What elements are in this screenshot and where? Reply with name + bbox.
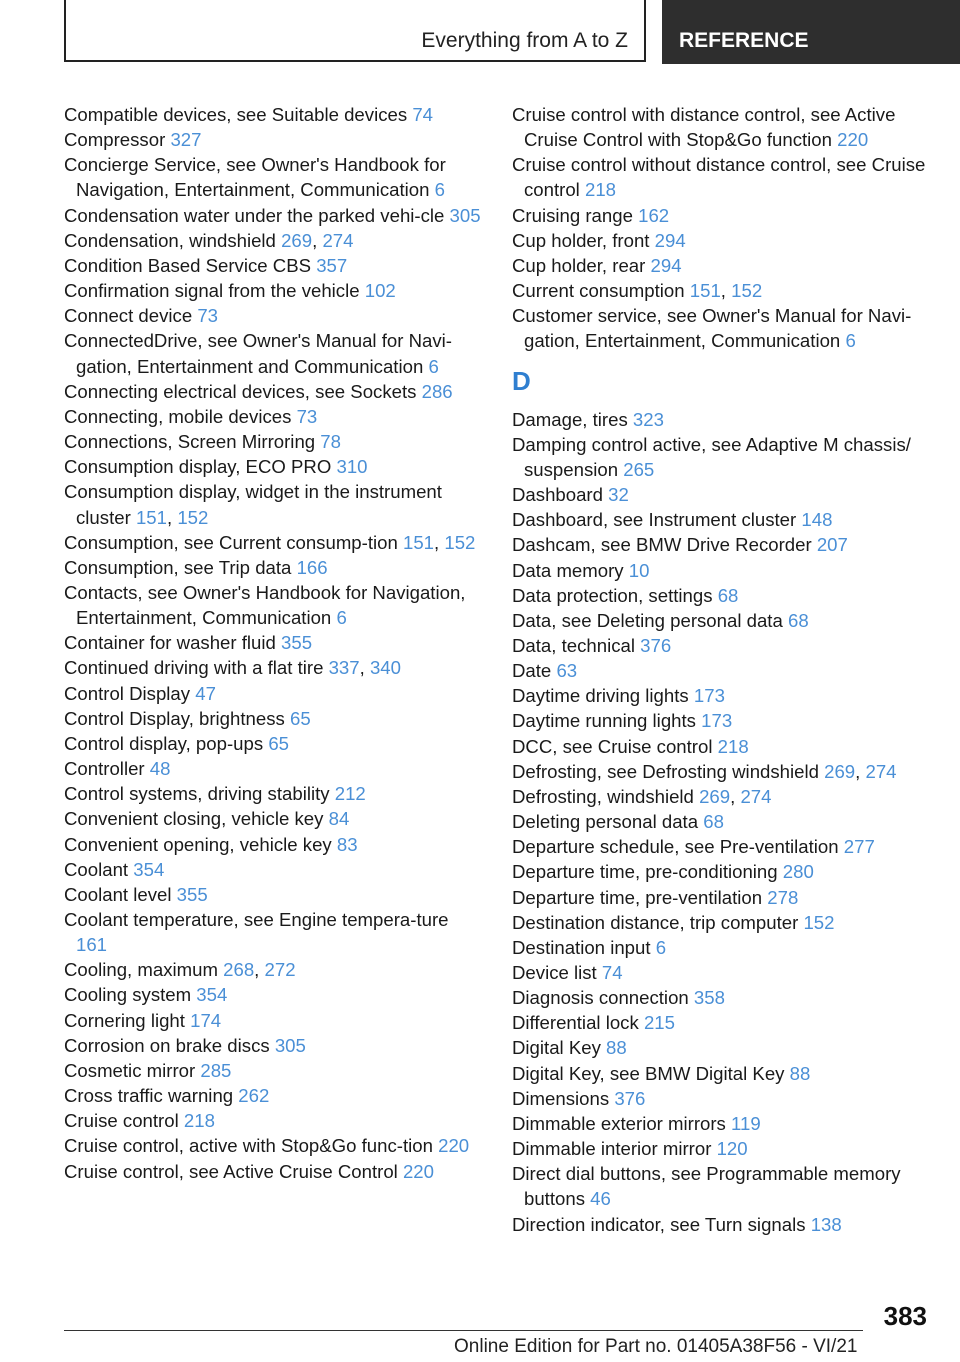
index-entry <box>64 404 484 429</box>
index-entry <box>512 1136 932 1161</box>
index-entry-term: Corrosion on brake discs <box>64 1034 270 1056</box>
index-entry-term: Cup holder, rear <box>512 254 646 276</box>
page-reference-link[interactable]: 337 <box>328 657 360 679</box>
index-entry-term: Connecting, mobile devices <box>64 405 292 427</box>
page-header <box>64 0 960 66</box>
index-entry-term: Dashboard <box>512 484 603 506</box>
index-entry-term: Dashcam, see BMW Drive Recorder <box>512 534 812 556</box>
index-entry <box>512 432 932 482</box>
index-entry-term: Connecting electrical devices, see Sockets <box>64 380 417 402</box>
index-entry <box>512 1086 932 1111</box>
index-entry: Consumption display, widget in the instrument cluster 151, 152 <box>64 481 442 528</box>
index-entry <box>64 1159 484 1184</box>
index-entry-term: Continued driving with a flat tire <box>64 657 324 679</box>
index-entry-term: Control Display, brightness <box>64 707 285 729</box>
index-entry <box>512 1212 932 1237</box>
index-entry <box>512 885 932 910</box>
index-entry <box>64 1108 484 1133</box>
index-entry-term: Departure time, pre-ventilation <box>512 886 763 908</box>
page-reference-link[interactable]: 357 <box>316 254 348 276</box>
header-section-box <box>64 0 646 62</box>
page-reference-link[interactable]: 262 <box>238 1085 270 1107</box>
index-entry <box>512 102 932 152</box>
page-reference-link[interactable]: 74 <box>601 962 623 983</box>
page-reference-link[interactable]: 268 <box>223 959 255 981</box>
page-reference-link[interactable]: 274 <box>740 785 772 807</box>
page-reference-link[interactable]: 354 <box>196 984 228 1006</box>
page-reference-link[interactable]: 277 <box>843 836 875 858</box>
index-entry <box>512 658 932 683</box>
edition-footer: Online Edition for Part no. 01405A38F56 - VI/21 <box>454 1336 858 1357</box>
index-entry-term: Diagnosis connection <box>512 987 689 1009</box>
index-entry <box>64 907 484 957</box>
index-entry <box>512 407 932 432</box>
index-entry <box>512 203 932 228</box>
index-entry-term: Digital Key <box>512 1037 601 1059</box>
index-entry <box>64 982 484 1007</box>
index-entry <box>512 583 932 608</box>
index-entry-term: Condensation, windshield <box>64 229 276 251</box>
index-entry-term: Controller <box>64 758 145 780</box>
page-reference-link[interactable]: 280 <box>782 861 814 883</box>
page-reference-link[interactable]: 47 <box>195 682 216 704</box>
page-reference-link[interactable]: 78 <box>320 431 341 453</box>
index-entry-term: Compatible devices, see Suitable devices <box>64 104 408 125</box>
page-reference-link[interactable]: 6 <box>655 936 667 958</box>
index-entry-term: Cooling, maximum <box>64 959 218 981</box>
index-entry <box>512 960 932 985</box>
index-entry-term: Cruise control <box>64 1110 179 1132</box>
index-entry <box>512 532 932 557</box>
page-reference-link[interactable]: 220 <box>402 1160 434 1182</box>
index-entry <box>512 303 932 353</box>
index-entry-term: Confirmation signal from the vehicle <box>64 280 360 302</box>
index-entry-term: Cruise control, see Active Cruise Control <box>64 1160 398 1182</box>
page-reference-link[interactable]: 220 <box>438 1135 470 1157</box>
index-entry-term: Convenient closing, vehicle key <box>64 808 324 830</box>
page-reference-link[interactable]: 152 <box>177 506 209 528</box>
page-reference-link[interactable]: 274 <box>865 760 897 782</box>
index-entry-term: Coolant <box>64 858 129 880</box>
page-reference-link[interactable]: 376 <box>614 1087 646 1109</box>
index-entry <box>64 1058 484 1083</box>
index-entry <box>64 303 484 328</box>
index-entry <box>64 806 484 831</box>
index-entry-term: Defrosting, see Defrosting windshield <box>512 760 819 782</box>
index-entry <box>64 681 484 706</box>
index-entry: Defrosting, windshield 269, 274 <box>512 785 772 807</box>
index-entry-term: Consumption display, widget in the instrument cluster <box>64 481 442 528</box>
index-entry-term: Concierge Service, see Owner's Handbook for Navigation, Entertainment, Communication <box>64 154 446 201</box>
page-reference-link[interactable]: 162 <box>638 204 670 226</box>
page-reference-link[interactable]: 138 <box>810 1213 842 1235</box>
index-entry-term: Direct dial buttons, see Programmable memory buttons <box>512 1163 901 1210</box>
index-entry-term: Control Display <box>64 682 191 704</box>
index-entry <box>512 834 932 859</box>
section-title: Everything from A to Z <box>421 29 628 52</box>
index-entry-term: Control display, pop-ups <box>64 732 264 754</box>
index-entry-term: Cooling system <box>64 984 192 1006</box>
index-entry <box>64 253 484 278</box>
index-entry-term: Condensation water under the parked vehi-cle <box>64 204 445 226</box>
page-reference-link[interactable]: 10 <box>628 559 650 581</box>
index-entry-term: Dimensions <box>512 1087 610 1109</box>
page-reference-link[interactable]: 310 <box>336 456 368 478</box>
index-column-left <box>64 102 484 1184</box>
reference-tab-label: REFERENCE <box>679 29 809 52</box>
index-entry <box>512 1010 932 1035</box>
page-reference-link[interactable]: 152 <box>731 280 763 302</box>
index-entry <box>512 1111 932 1136</box>
page-reference-link[interactable]: 212 <box>334 783 366 805</box>
page-reference-link[interactable]: 6 <box>336 607 347 629</box>
index-entry <box>64 1008 484 1033</box>
page-reference-link[interactable]: 376 <box>640 634 672 656</box>
index-entry <box>512 985 932 1010</box>
index-entry-term: Destination distance, trip computer <box>512 911 799 933</box>
page-reference-link[interactable]: 327 <box>170 129 202 151</box>
index-entry: Cooling, maximum 268, 272 <box>64 959 296 981</box>
page-reference-link[interactable]: 73 <box>296 405 318 427</box>
index-entry <box>64 429 484 454</box>
page-reference-link[interactable]: 173 <box>693 685 725 707</box>
index-entry <box>512 1035 932 1060</box>
page-reference-link[interactable]: 323 <box>632 408 664 430</box>
index-entry <box>64 756 484 781</box>
page-reference-link[interactable]: 294 <box>654 229 686 251</box>
page-reference-link[interactable]: 161 <box>76 934 108 956</box>
page-reference-link[interactable]: 286 <box>421 380 453 402</box>
index-entry-term: Cosmetic mirror <box>64 1059 196 1081</box>
index-entry <box>64 328 484 378</box>
page-reference-link[interactable]: 174 <box>190 1009 222 1031</box>
page-reference-link[interactable]: 285 <box>200 1059 232 1081</box>
page-reference-link[interactable]: 355 <box>281 632 313 654</box>
page-reference-link[interactable]: 354 <box>133 858 165 880</box>
index-entry <box>512 253 932 278</box>
page-reference-link[interactable]: 340 <box>369 657 401 679</box>
page-reference-link[interactable]: 102 <box>364 280 396 302</box>
page-reference-link[interactable]: 83 <box>336 833 358 855</box>
index-entry-term: Differential lock <box>512 1012 639 1034</box>
page-number: 383 <box>883 1301 927 1331</box>
page-reference-link[interactable]: 272 <box>264 959 296 981</box>
index-entry <box>512 683 932 708</box>
index-column-right <box>512 102 932 1237</box>
index-entry-term: Departure time, pre-conditioning <box>512 861 778 883</box>
index-entry <box>64 630 484 655</box>
index-entry <box>64 555 484 580</box>
index-entry-term: Damping control active, see Adaptive M chassis/ suspension <box>512 433 911 480</box>
index-entry <box>512 507 932 532</box>
index-entry-term: Date <box>512 660 552 682</box>
index-entry-term: DCC, see Cruise control <box>512 735 713 757</box>
page-reference-link[interactable]: 32 <box>608 484 629 506</box>
index-entry <box>512 482 932 507</box>
page-reference-link[interactable]: 68 <box>703 811 724 833</box>
index-entry-term: Consumption, see Current consump-tion <box>64 531 398 553</box>
page-reference-link[interactable]: 278 <box>767 886 799 908</box>
index-entry-term: Cup holder, front <box>512 229 650 251</box>
index-entry-term: Dimmable interior mirror <box>512 1138 712 1160</box>
page-reference-link[interactable]: 152 <box>444 531 476 553</box>
page-reference-link[interactable]: 218 <box>717 735 749 757</box>
index-entry <box>512 558 932 583</box>
index-entry <box>64 1083 484 1108</box>
index-entry-term: Data memory <box>512 559 624 581</box>
page-reference-link[interactable]: 48 <box>149 758 171 780</box>
index-entry-term: Defrosting, windshield <box>512 785 694 807</box>
index-entry <box>512 608 932 633</box>
page-reference-link[interactable]: 166 <box>296 556 328 578</box>
page-reference-link[interactable]: 274 <box>322 229 354 251</box>
page-reference-link[interactable]: 46 <box>590 1188 611 1210</box>
page-reference-link[interactable]: 305 <box>449 204 481 226</box>
index-entry-term: Device list <box>512 962 597 983</box>
page-reference-link[interactable]: 265 <box>623 458 655 480</box>
index-entry: Current consumption 151, 152 <box>512 280 763 302</box>
index-entry-term: Dimmable exterior mirrors <box>512 1112 726 1134</box>
page-reference-link[interactable]: 6 <box>845 330 856 352</box>
index-entry <box>64 278 484 303</box>
index-entry-term: Cruise control without distance control, see Cruise control <box>512 154 926 201</box>
index-entry <box>512 935 932 960</box>
index-entry-term: Connections, Screen Mirroring <box>64 431 316 453</box>
index-entry-term: Daytime running lights <box>512 710 696 732</box>
page-reference-link[interactable]: 269 <box>699 785 731 807</box>
index-entry <box>64 706 484 731</box>
index-entry <box>64 203 484 228</box>
index-entry-term: Digital Key, see BMW Digital Key <box>512 1062 785 1084</box>
index-entry <box>512 1161 932 1211</box>
index-entry-term: Deleting personal data <box>512 811 699 833</box>
index-entry-term: Data protection, settings <box>512 584 713 606</box>
index-entry <box>512 910 932 935</box>
page-reference-link[interactable]: 215 <box>643 1012 675 1034</box>
page-reference-link[interactable]: 218 <box>584 179 617 201</box>
index-entry-term: Coolant level <box>64 883 172 905</box>
page-reference-link[interactable]: 120 <box>716 1138 748 1160</box>
index-entry <box>64 1133 484 1158</box>
index-entry-term: Data, see Deleting personal data <box>512 609 783 631</box>
index-entry-term: ConnectedDrive, see Owner's Manual for Navi-gation, Entertainment and Communication <box>64 330 452 377</box>
index-entry <box>64 102 484 127</box>
index-entry: Consumption, see Current consump-tion 151, 152 <box>64 531 476 553</box>
index-entry-term: Cross traffic warning <box>64 1085 234 1107</box>
index-entry <box>64 781 484 806</box>
index-entry-term: Coolant temperature, see Engine tempera-ture <box>64 909 449 930</box>
index-letter-heading: D <box>512 365 531 396</box>
index-entry-term: Dashboard, see Instrument cluster <box>512 509 797 531</box>
index-entry <box>64 1033 484 1058</box>
index-entry-term: Contacts, see Owner's Handbook for Navigation, Entertainment, Communication <box>64 581 466 629</box>
index-entry <box>64 127 484 152</box>
page-reference-link[interactable]: 207 <box>816 534 848 556</box>
page-reference-link[interactable]: 68 <box>788 609 809 631</box>
index-entry-term: Convenient opening, vehicle key <box>64 833 332 855</box>
index-entry-term: Cornering light <box>64 1009 185 1031</box>
page-reference-link[interactable]: 269 <box>824 760 856 782</box>
index-entry-term: Compressor <box>64 129 166 151</box>
index-entry <box>512 1061 932 1086</box>
index-entry-term: Cruise control, active with Stop&Go func-tion <box>64 1135 433 1157</box>
index-entry <box>64 152 484 202</box>
page-reference-link[interactable]: 220 <box>837 129 869 151</box>
reference-tab <box>662 0 960 64</box>
page-reference-link[interactable]: 65 <box>289 707 311 729</box>
index-entry-term: Daytime driving lights <box>512 685 689 707</box>
index-entry-term: Destination input <box>512 936 651 958</box>
index-entry <box>64 379 484 404</box>
page-reference-link[interactable]: 68 <box>717 584 739 606</box>
index-entry <box>512 152 932 202</box>
page-reference-link[interactable]: 63 <box>556 660 578 682</box>
index-entry-term: Cruising range <box>512 204 633 226</box>
index-entry <box>512 734 932 759</box>
index-entry-term: Customer service, see Owner's Manual for Navi-gation, Entertainment, Communication <box>512 305 912 352</box>
index-entry-term: Container for washer fluid <box>64 632 276 654</box>
index-entry-term: Consumption, see Trip data <box>64 556 292 578</box>
index-entry-term: Condition Based Service CBS <box>64 254 312 276</box>
index-entry <box>512 859 932 884</box>
page-reference-link[interactable]: 88 <box>789 1062 811 1084</box>
page-reference-link[interactable]: 119 <box>731 1112 761 1134</box>
index-entry <box>512 633 932 658</box>
index-entry <box>512 708 932 733</box>
page-reference-link[interactable]: 74 <box>412 104 433 125</box>
index-entry-term: Damage, tires <box>512 408 628 430</box>
index-entry <box>512 809 932 834</box>
index-entry <box>64 832 484 857</box>
page-reference-link[interactable]: 148 <box>801 509 833 531</box>
page-reference-link[interactable]: 88 <box>606 1037 627 1059</box>
index-entry <box>64 731 484 756</box>
page-reference-link[interactable]: 218 <box>183 1110 215 1132</box>
page-reference-link[interactable]: 152 <box>803 911 835 933</box>
page-reference-link[interactable]: 173 <box>701 710 733 732</box>
index-entry <box>64 857 484 882</box>
index-entry-term: Current consumption <box>512 280 685 302</box>
index-entry <box>64 580 484 630</box>
page-reference-link[interactable]: 151 <box>403 531 435 553</box>
index-entry-term: Data, technical <box>512 634 635 656</box>
index-entry: Condensation, windshield 269, 274 <box>64 229 354 251</box>
index-entry-term: Consumption display, ECO PRO <box>64 456 332 478</box>
index-entry-term: Direction indicator, see Turn signals <box>512 1213 806 1235</box>
index-entry-term: Departure schedule, see Pre-ventilation <box>512 836 839 858</box>
page-reference-link[interactable]: 151 <box>135 506 167 528</box>
page-reference-link[interactable]: 6 <box>428 355 439 377</box>
index-entry-term: Cruise control with distance control, see Active Cruise Control with Stop&Go function <box>512 104 896 151</box>
page-reference-link[interactable]: 358 <box>693 987 725 1009</box>
page-reference-link[interactable]: 305 <box>274 1034 306 1056</box>
index-entry: Continued driving with a flat tire 337, 340 <box>64 657 401 679</box>
page-reference-link[interactable]: 294 <box>650 254 682 276</box>
page-reference-link[interactable]: 84 <box>328 808 350 830</box>
index-entry <box>512 228 932 253</box>
page-reference-link[interactable]: 6 <box>434 179 445 201</box>
page-reference-link[interactable]: 269 <box>281 229 313 251</box>
index-entry <box>64 454 484 479</box>
page-reference-link[interactable]: 73 <box>197 305 219 327</box>
index-entry-term: Connect device <box>64 305 193 327</box>
page-reference-link[interactable]: 355 <box>176 883 208 905</box>
page-reference-link[interactable]: 65 <box>268 732 289 754</box>
index-entry-term: Control systems, driving stability <box>64 783 330 805</box>
index-entry <box>64 882 484 907</box>
footer-divider <box>64 1330 863 1331</box>
page-reference-link[interactable]: 151 <box>689 280 721 302</box>
index-entry: Defrosting, see Defrosting windshield 269, 274 <box>512 760 897 782</box>
